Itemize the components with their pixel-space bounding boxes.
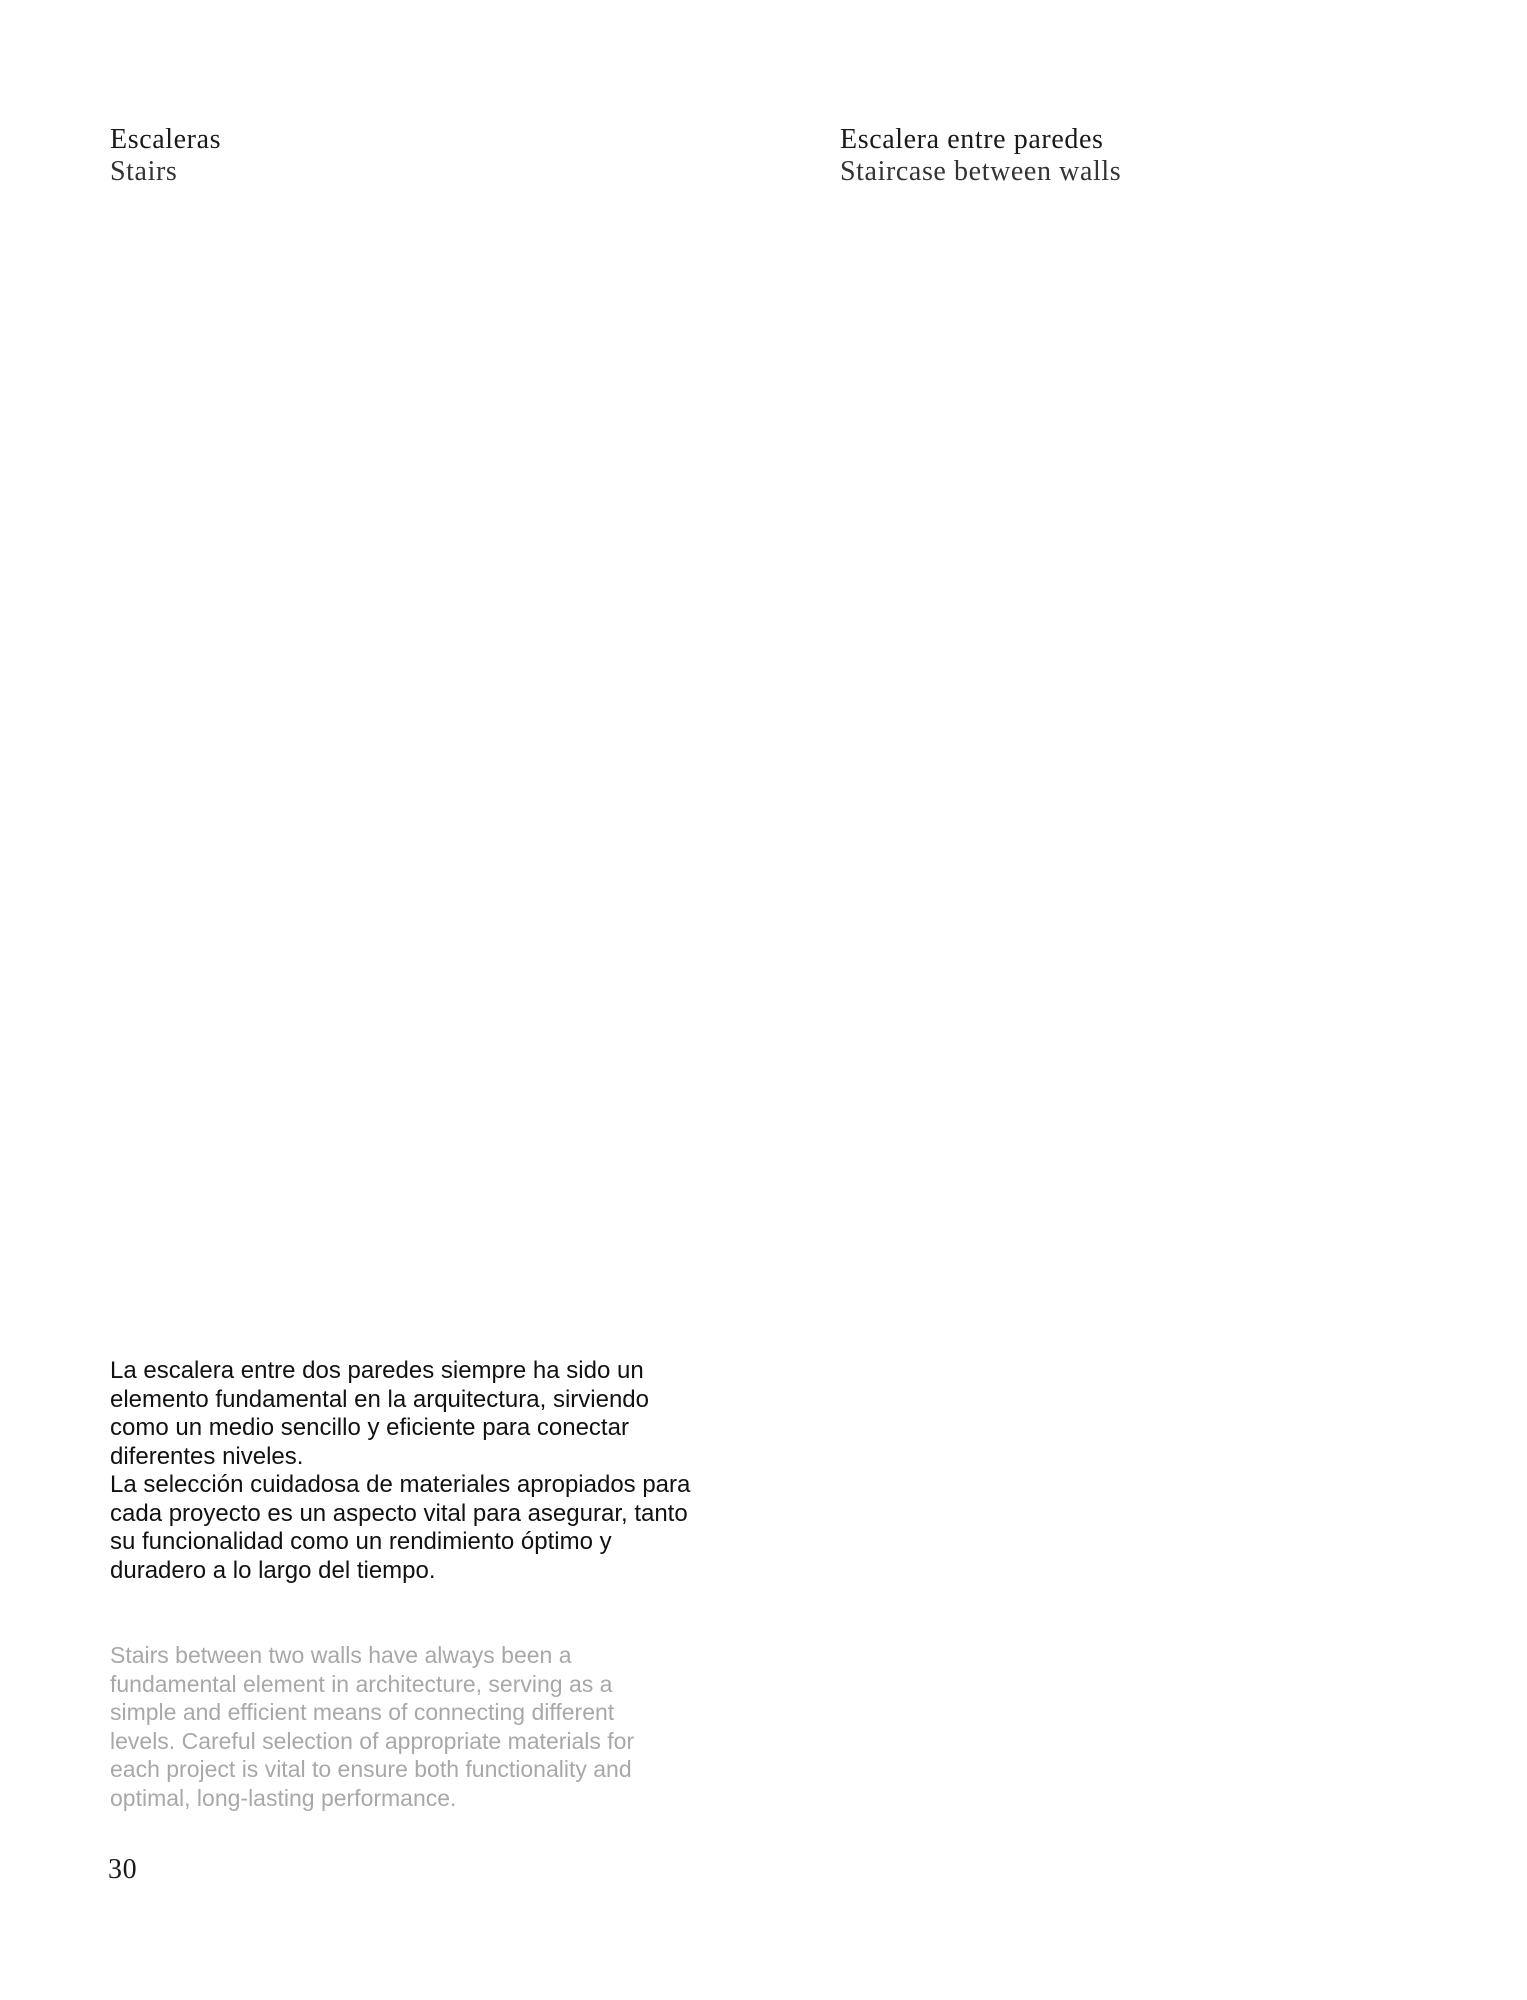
spanish-description — [110, 1357, 710, 1585]
english-paragraph: Stairs between two walls have always been a fundamental element in architecture, serving as a simple and efficient means of connecting different levels. Careful selection of appropriate materials for each project is vital to ensure both functionality and optimal, long-lasting performance. — [110, 1642, 635, 1811]
section-title-en: Stairs — [110, 156, 178, 187]
english-description — [110, 1641, 670, 1812]
page-number: 30 — [108, 1854, 138, 1885]
spanish-paragraph-2: La selección cuidadosa de materiales apropiados para cada proyecto es un aspecto vital para asegurar, tanto su funcionalidad como un rendimiento óptimo y duradero a lo largo del tiempo. — [110, 1471, 691, 1584]
subsection-header — [840, 124, 1121, 188]
spanish-paragraph-1: La escalera entre dos paredes siempre ha sido un elemento fundamental en la arquitectura, sirviendo como un medio sencillo y eficiente para conectar diferentes niveles. — [110, 1357, 649, 1470]
subsection-title-es: Escalera entre paredes — [840, 124, 1104, 155]
subsection-title-en: Staircase between walls — [840, 156, 1122, 187]
section-header — [110, 124, 221, 188]
section-title-es: Escaleras — [110, 124, 222, 155]
